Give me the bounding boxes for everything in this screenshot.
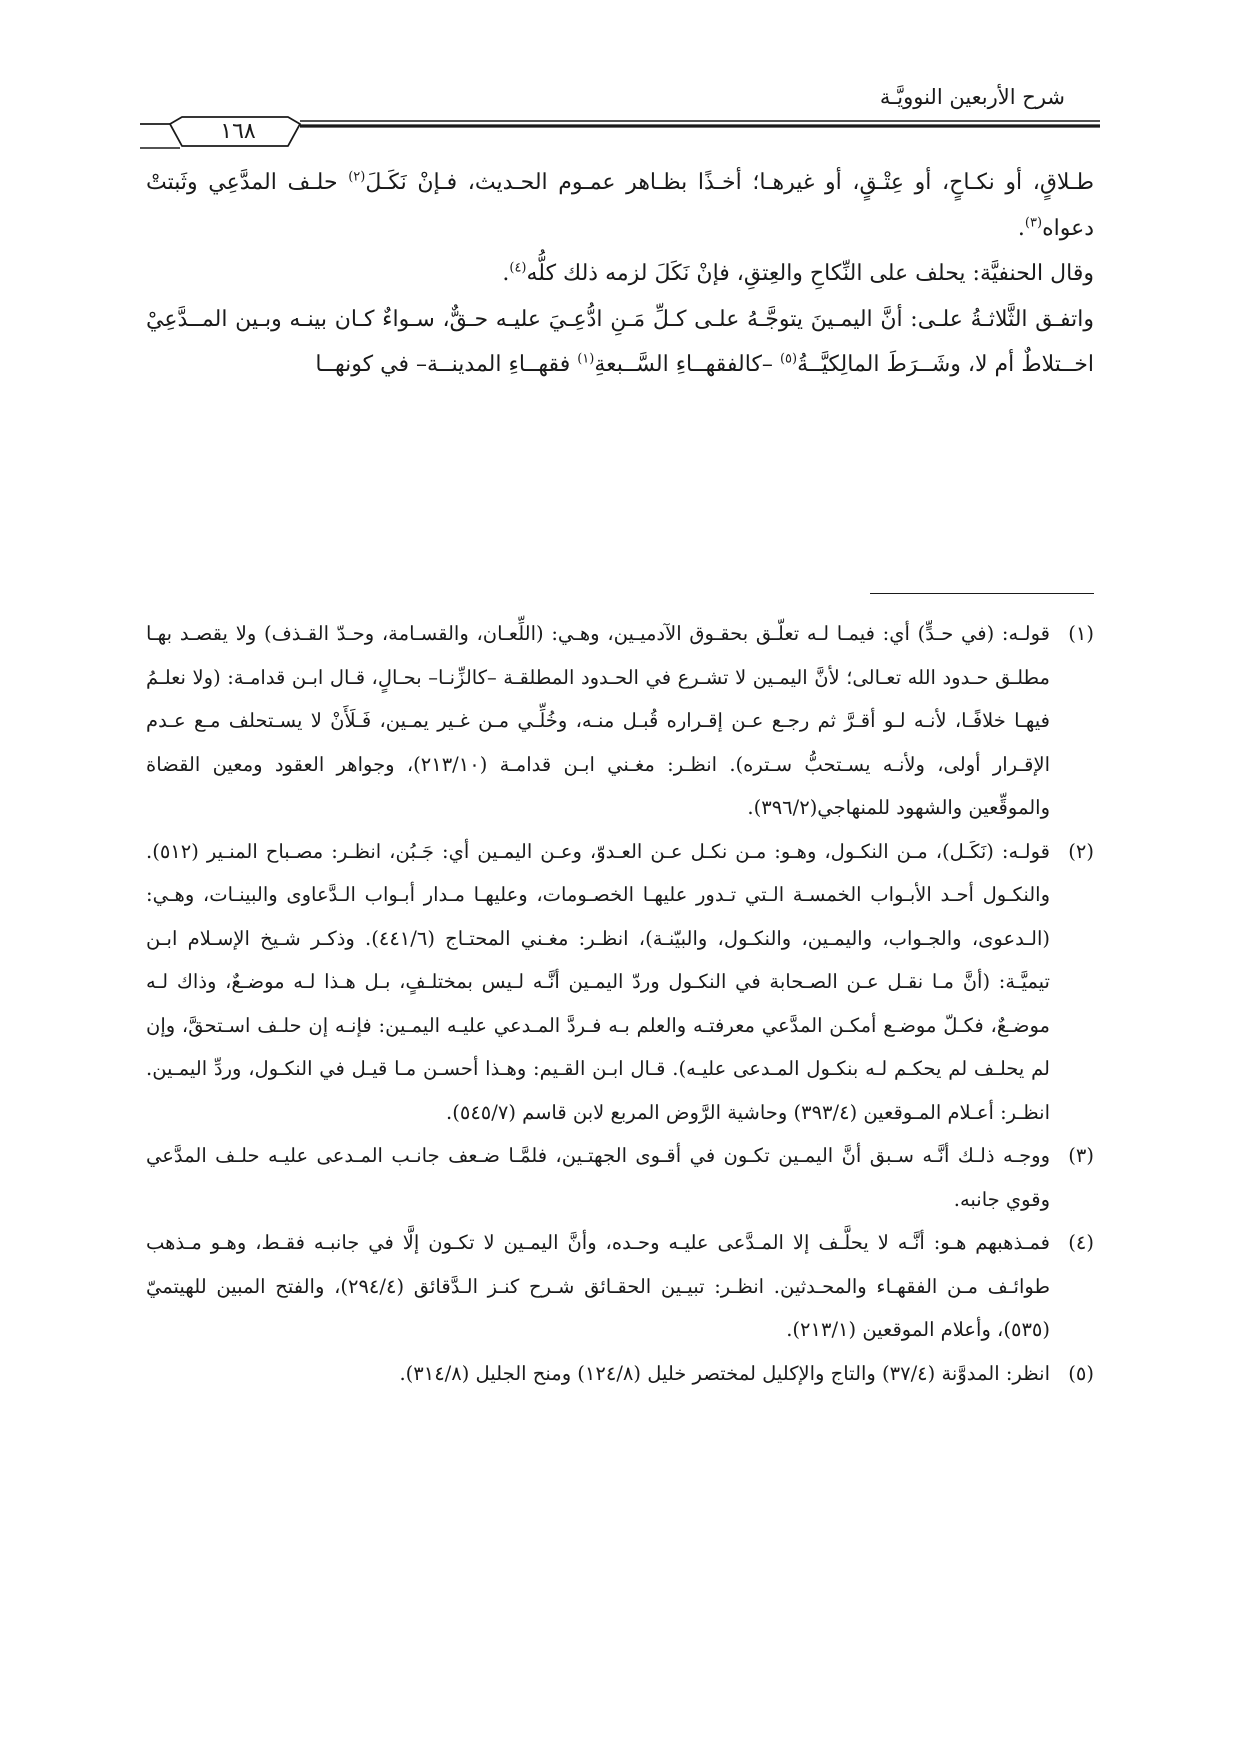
paragraph [146,297,1094,388]
footnote-number: (١) [1068,622,1094,645]
footnotes [146,612,1094,1395]
text-run: واتفـق الثَّلاثـةُ علـى: أنَّ اليمـينَ يتوجَّـهُ علـى كـلِّ مَـنِ ادُّعِـيَ عليـه حـقٌّ، سـواءٌ كـان بينـه وبـين المــدَّعِيْ اخــتلاطٌ أم لا، وشَــرَطَ المالِكيَّــةُ [146,306,1094,377]
main-text [146,160,1094,388]
footnote-text: قولـه: (في حـدٍّ) أي: فيمـا لـه تعلّـق بحقـوق الآدميـين، وهـي: (اللِّعـان، والقسـامة، وحـدّ القـذف) ولا يقصـد بهـا مطلـق حـدود الله تعـالى؛ لأنَّ اليمـين لا تشـرع في الحـدود المطلقـة –كالزِّنـا– بحـالٍ، قـال ابـن قدامـة: (ولا نعلـمُ فيهـا خلافًـا، لأنـه لـو أقـرَّ ثم رجـع عـن إقـراره قُبـل منـه، وخُلِّـي مـن غـير يمـين، فَـلَأَنْ لا يسـتحلف مـع عـدم الإقـرار أولى، ولأنـه يسـتحبُّ سـتره). انظـر: مغـني ابـن قدامـة (٢١٣/١٠)، وجواهر العقود ومعين القضاة والموقِّعين والشهود للمنهاجي(٣٩٦/٢). [146,622,1050,819]
footnote-text: فمـذهبهم هـو: أنَّـه لا يحلَّـف إلا المـدَّعى عليـه وحـده، وأنَّ اليمـين لا تكـون إلَّا في جانبـه فقـط، وهـو مـذهب طوائـف مـن الفقهـاء والمحـدثين. انظـر: تبيـين الحقـائق شـرح كنـز الـدَّقائق (٢٩٤/٤)، والفتح المبين للهيتميّ (٥٣٥)، وأعلام الموقعين (٢١٣/١). [146,1231,1050,1341]
footnote-number: (٥) [1068,1361,1094,1385]
footnote-ref[interactable]: (٥) [779,351,798,367]
text-run: حلـف المدَّعِي وثَبتتْ دعواه [146,170,1094,241]
footnote-2 [146,830,1094,1135]
text-run: –كالفقهــاءِ السَّــبعةِ [594,352,780,377]
footnote-ref[interactable]: (٤) [509,260,527,276]
footnote-separator [870,593,1094,594]
running-title: شرح الأربعين النوويَّـة [879,85,1065,109]
footnote-number: (٢) [1068,839,1094,863]
text-run: . [502,261,510,286]
footnote-number: (٤) [1068,1231,1094,1254]
footnote-ref[interactable]: (٣) [1024,215,1043,231]
paragraph [146,160,1094,251]
footnote-text: قولـه: (نَكَـل)، مـن النكـول، وهـو: مـن نكـل عـن العـدوّ، وعـن اليمـين أي: جَـبُن، انظـر: مصـباح المنـير (٥١٢). والنكـول أحـد الأبـواب الخمسـة الـتي تـدور عليهـا الخصـومات، وعليهـا مـدار أبـواب الـدَّعاوى والبينـات، وهـي: (الـدعوى، والجـواب، واليمـين، والنكـول، والبيّنـة)، انظـر: مغـني المحتـاج (٤٤١/٦). وذكـر شـيخ الإسـلام ابـن تيميَّـة: (أنَّ مـا نقـل عـن الصـحابة في النكـول وردّ اليمـين أنَّـه لـيس بمختلـفٍ، بـل هـذا لـه موضـعٌ، وذاك لـه موضـعٌ، فكـلّ موضـع أمكـن المدَّعي معرفتـه والعلم بـه فـردَّ المـدعي عليـه اليمـين: فإنـه إن حلـف اسـتحقَّ، وإن لم يحلـف لم يحكـم لـه بنكـول المـدعى عليـه). قـال ابـن القـيم: وهـذا أحسـن مـا قيـل في النكـول، وردِّ اليمـين. انظـر: أعـلام المـوقعين (٣٩٣/٤) وحاشية الرَّوض المربع لابن قاسم (٥٤٥/٧). [146,839,1050,1124]
footnote-5 [146,1352,1094,1396]
footnote-ref[interactable]: (٢) [348,169,366,185]
text-run: طـلاقٍ، أو نكـاحٍ، أو عِتْـقٍ، أو غيرهـا؛ أخـذًا بظـاهر عمـوم الحـديث، فـإنْ نَكَـلَ [365,170,1094,195]
text-run: وقال الحنفيَّة: يحلف على النِّكاحِ والعِتقِ، فإنْ نَكَلَ لزمه ذلك كلُّه [526,261,1094,286]
page-number: ١٦٨ [220,119,256,144]
text-run: فقهــاءِ المدينــة– في كونهــا [315,352,578,377]
paragraph [146,251,1094,297]
footnote-number: (٣) [1068,1144,1094,1167]
text-run: . [1017,215,1025,241]
footnote-3 [146,1134,1094,1221]
footnote-4 [146,1221,1094,1352]
footnote-text: انظر: المدوَّنة (٣٧/٤) والتاج والإكليل لمختصر خليل (١٢٤/٨) ومنح الجليل (٣١٤/٨). [399,1361,1050,1385]
footnote-1 [146,612,1094,830]
footnote-ref[interactable]: (١) [577,351,595,367]
footnote-text: ووجـه ذلـك أنَّـه سـبق أنَّ اليمـين تكـون في أقـوى الجهتـين، فلمَّـا ضـعف جانـب المـدعى عليـه حلـف المدَّعي وقوي جانبه. [146,1144,1050,1211]
